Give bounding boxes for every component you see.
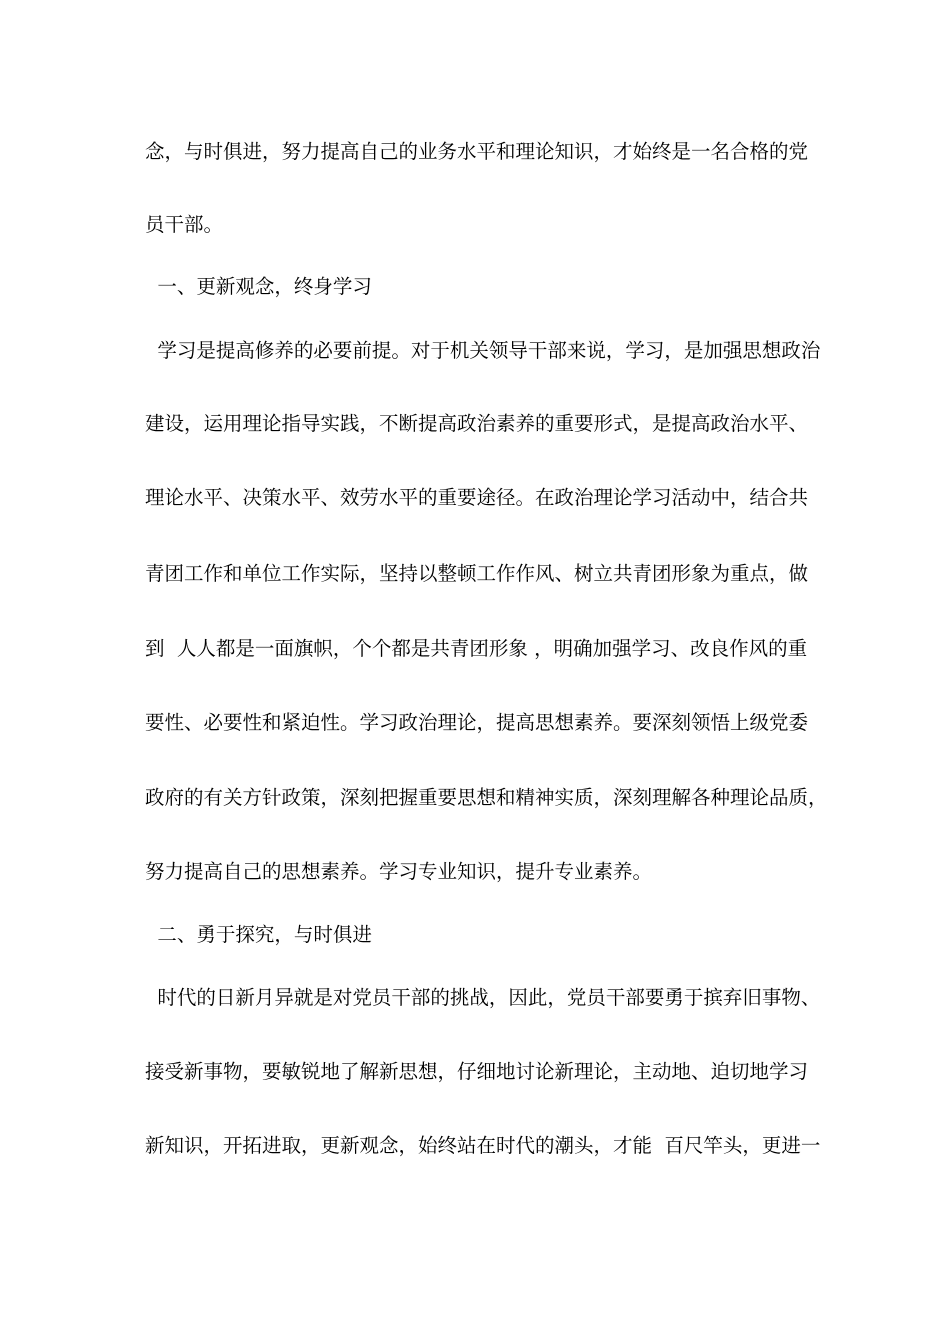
- text-line: 新知识，开拓进取，更新观念，始终站在时代的潮头，才能 百尺竿头，更进一: [145, 1134, 821, 1157]
- text-line: 努力提高自己的思想素养。学习专业知识，提升专业素养。: [145, 860, 653, 883]
- text-line: 学习是提高修养的必要前提。对于机关领导干部来说，学习，是加强思想政治: [145, 339, 821, 362]
- text-line: 时代的日新月异就是对党员干部的挑战，因此，党员干部要勇于摈弃旧事物、: [145, 986, 821, 1009]
- text-line: 接受新事物，要敏锐地了解新思想，仔细地讨论新理论，主动地、迫切地学习: [145, 1060, 809, 1083]
- section-heading: 一、更新观念，终身学习: [145, 275, 372, 298]
- text-line: 念，与时俱进，努力提高自己的业务水平和理论知识，才始终是一名合格的党: [145, 140, 809, 163]
- text-line: 理论水平、决策水平、效劳水平的重要途径。在政治理论学习活动中，结合共: [145, 486, 809, 509]
- section-heading: 二、勇于探究，与时俱进: [145, 923, 372, 946]
- text-line: 青团工作和单位工作实际，坚持以整顿工作作风、树立共青团形象为重点，做: [145, 562, 809, 585]
- text-line: 要性、必要性和紧迫性。学习政治理论，提高思想素养。要深刻领悟上级党委: [145, 711, 809, 734]
- text-line: 建设，运用理论指导实践，不断提高政治素养的重要形式，是提高政治水平、: [145, 412, 809, 435]
- text-line: 到 人人都是一面旗帜，个个都是共青团形象 ，明确加强学习、改良作风的重: [145, 637, 808, 660]
- text-line: 员干部。: [145, 213, 224, 236]
- text-line: 政府的有关方针政策，深刻把握重要思想和精神实质，深刻理解各种理论品质，: [145, 786, 828, 809]
